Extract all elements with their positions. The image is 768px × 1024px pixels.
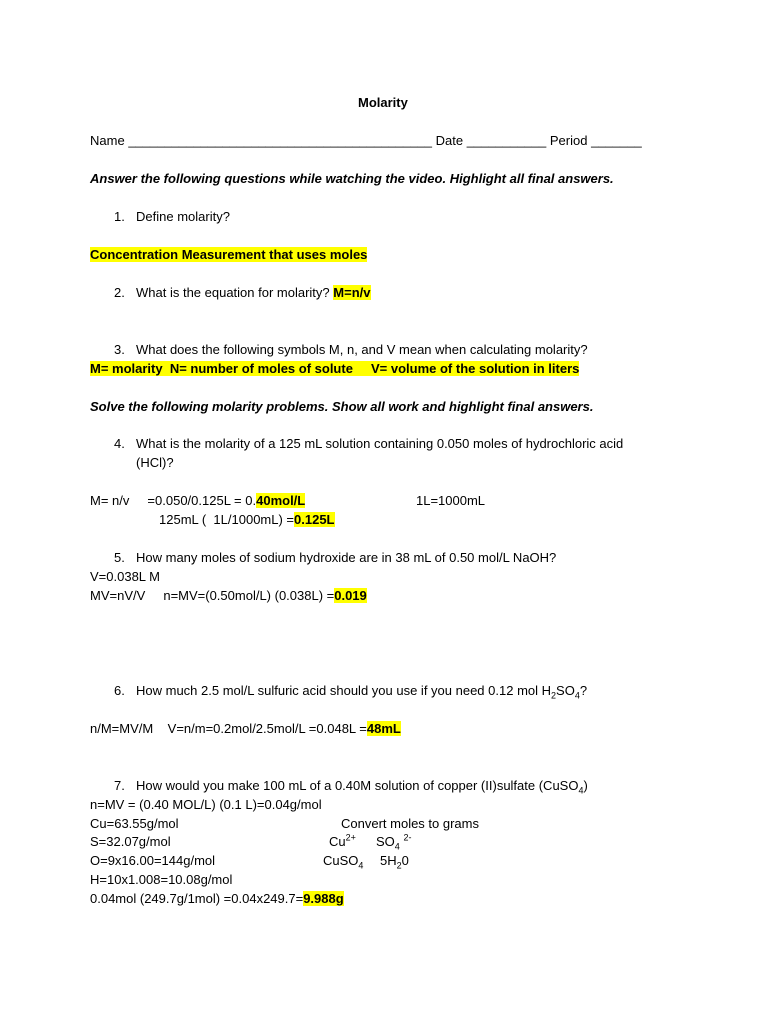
q7-water bbox=[380, 853, 409, 869]
q7-cu-ion bbox=[329, 834, 356, 850]
q6-text bbox=[136, 683, 587, 699]
q4-number: 4. bbox=[114, 436, 125, 451]
q5-work2-text: MV=nV/V n=MV=(0.50mol/L) (0.038L) = bbox=[90, 588, 335, 603]
q6-work-text: n/M=MV/M V=n/m=0.2mol/2.5mol/L =0.048L = bbox=[90, 721, 367, 736]
q4-work1-text: M= n/v =0.050/0.125L = 0. bbox=[90, 493, 257, 508]
q1-number: 1. bbox=[114, 209, 125, 224]
q3-answer bbox=[90, 361, 579, 377]
date-field: ___________ bbox=[466, 133, 547, 148]
q3-number: 3. bbox=[114, 342, 125, 357]
name-line bbox=[90, 133, 642, 149]
period-label: Period bbox=[549, 133, 588, 148]
q7-final-text: 0.04mol (249.7g/1mol) =0.04x249.7= bbox=[90, 891, 304, 906]
q7-convert-label: Convert moles to grams bbox=[341, 816, 479, 831]
q6-answer: 48mL bbox=[366, 721, 401, 736]
q7-cuso4 bbox=[323, 853, 363, 869]
date-label: Date bbox=[435, 133, 464, 148]
q1-answer bbox=[90, 247, 367, 263]
q6-number: 6. bbox=[114, 683, 125, 698]
q4-work-line1 bbox=[90, 493, 305, 509]
q7-text-a: How would you make 100 mL of a 0.40M solution of copper (II)sulfate (CuSO bbox=[136, 778, 579, 793]
q7-water-a: 5H bbox=[380, 853, 397, 868]
q2-number: 2. bbox=[114, 285, 125, 300]
q2-text: What is the equation for molarity? bbox=[136, 285, 330, 300]
q3-answer-highlight: M= molarity N= number of moles of solute V= volume of the solution in liters bbox=[90, 361, 580, 376]
q6-text-b: SO bbox=[556, 683, 575, 698]
q3-text: What does the following symbols M, n, and V mean when calculating molarity? bbox=[136, 342, 588, 357]
q6-work bbox=[90, 721, 401, 737]
q5-answer: 0.019 bbox=[334, 588, 367, 603]
q7-answer: 9.988g bbox=[303, 891, 344, 906]
q5-work-line1: V=0.038L M bbox=[90, 569, 160, 584]
q2-answer: M=n/v bbox=[333, 285, 371, 300]
q4-conversion: 1L=1000mL bbox=[416, 493, 486, 508]
q4-text-line2: (HCl)? bbox=[136, 455, 174, 470]
q5-number: 5. bbox=[114, 550, 125, 565]
period-field: _______ bbox=[591, 133, 642, 148]
q4-text-line1: What is the molarity of a 125 mL solution containing 0.050 moles of hydrochloric acid bbox=[136, 436, 624, 451]
q7-sulfate-ion-symbol: SO bbox=[376, 834, 395, 849]
q4-work2-text: 125mL ( 1L/1000mL) = bbox=[159, 512, 295, 527]
q5-text: How many moles of sodium hydroxide are in 38 mL of 0.50 mol/L NaOH? bbox=[136, 550, 557, 565]
q7-cu-mass: Cu=63.55g/mol bbox=[90, 816, 179, 831]
q7-sulfate-ion bbox=[376, 834, 411, 850]
name-field: __________________________________________ bbox=[128, 133, 432, 148]
q7-text-b: ) bbox=[583, 778, 588, 793]
q6-subscript-2: 2 bbox=[551, 690, 557, 701]
q7-water-sub: 2 bbox=[396, 860, 402, 871]
page-title: Molarity bbox=[358, 95, 408, 110]
q5-work-line2 bbox=[90, 588, 367, 604]
q7-final-calc bbox=[90, 891, 344, 907]
q7-sulfate-ion-charge: 2- bbox=[403, 832, 412, 843]
q7-text bbox=[136, 778, 588, 794]
q4-answer: 40mol/L bbox=[256, 493, 306, 508]
q7-water-b: 0 bbox=[401, 853, 409, 868]
q7-sulfate-ion-sub: 4 bbox=[394, 841, 400, 852]
q7-subscript-4: 4 bbox=[578, 785, 584, 796]
q7-cu-ion-symbol: Cu bbox=[329, 834, 346, 849]
q1-answer-highlight: Concentration Measurement that uses moles bbox=[90, 247, 368, 262]
q1-text: Define molarity? bbox=[136, 209, 230, 224]
name-label: Name bbox=[90, 133, 125, 148]
q7-cu-ion-charge: 2+ bbox=[345, 832, 356, 843]
q6-subscript-4: 4 bbox=[574, 690, 580, 701]
q7-moles-calc: n=MV = (0.40 MOL/L) (0.1 L)=0.04g/mol bbox=[90, 797, 322, 812]
q7-cuso4-symbol: CuSO bbox=[323, 853, 359, 868]
instructions-video: Answer the following questions while watching the video. Highlight all final answers. bbox=[90, 171, 614, 186]
q7-s-mass: S=32.07g/mol bbox=[90, 834, 171, 849]
q7-cuso4-sub: 4 bbox=[358, 860, 364, 871]
q7-h-mass: H=10x1.008=10.08g/mol bbox=[90, 872, 233, 887]
q7-o-mass: O=9x16.00=144g/mol bbox=[90, 853, 216, 868]
q6-text-a: How much 2.5 mol/L sulfuric acid should you use if you need 0.12 mol H bbox=[136, 683, 552, 698]
instructions-problems: Solve the following molarity problems. Show all work and highlight final answers. bbox=[90, 399, 594, 414]
q4-work-line2 bbox=[159, 512, 335, 528]
q2-line bbox=[136, 285, 371, 301]
q4-volume-answer: 0.125L bbox=[294, 512, 335, 527]
q6-text-c: ? bbox=[579, 683, 588, 698]
q7-number: 7. bbox=[114, 778, 125, 793]
